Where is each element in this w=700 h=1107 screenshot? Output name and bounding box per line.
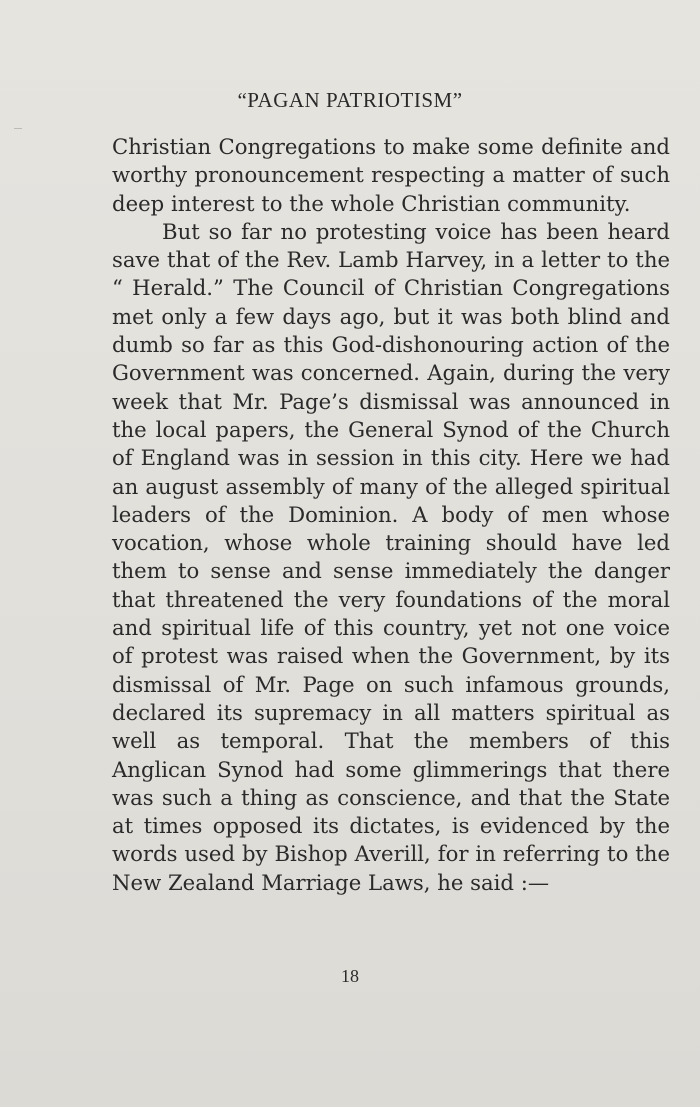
margin-mark <box>14 128 22 129</box>
page-number: 18 <box>341 966 359 986</box>
page-body <box>112 133 670 897</box>
paragraph-continued: Christian Congregations to make some definite and worthy pronouncement respecting a matter of such deep interest to the whole Christian community. <box>112 134 670 216</box>
paragraph-main: But so far no protesting voice has been heard save that of the Rev. Lamb Harvey, in a letter to the “ Herald.” The Council of Christian Congregations met only a few days ago, but it was both blind and dumb so far as this God-dishonouring action of the Government was concerned. Again, during the very week that Mr. Page’s dismissal was announced in the local papers, the General Synod of the Church of England was in session in this city. Here we had an august assembly of many of the alleged spiritual leaders of the Dominion. A body of men whose vocation, whose whole training should have led them to sense and sense immediately the danger that threatened the very foundations of the moral and spiritual life of this country, yet not one voice of protest was raised when the Government, by its dismissal of Mr. Page on such infamous grounds, declared its supremacy in all matters spiritual as well as temporal. That the members of this Anglican Synod had some glimmerings that there was such a thing as conscience, and that the State at times opposed its dictates, is evidenced by the words used by Bishop Averill, for in referring to the New Zealand Marriage Laws, he said :— <box>112 218 670 895</box>
running-header: “PAGAN PATRIOTISM” <box>237 88 463 112</box>
